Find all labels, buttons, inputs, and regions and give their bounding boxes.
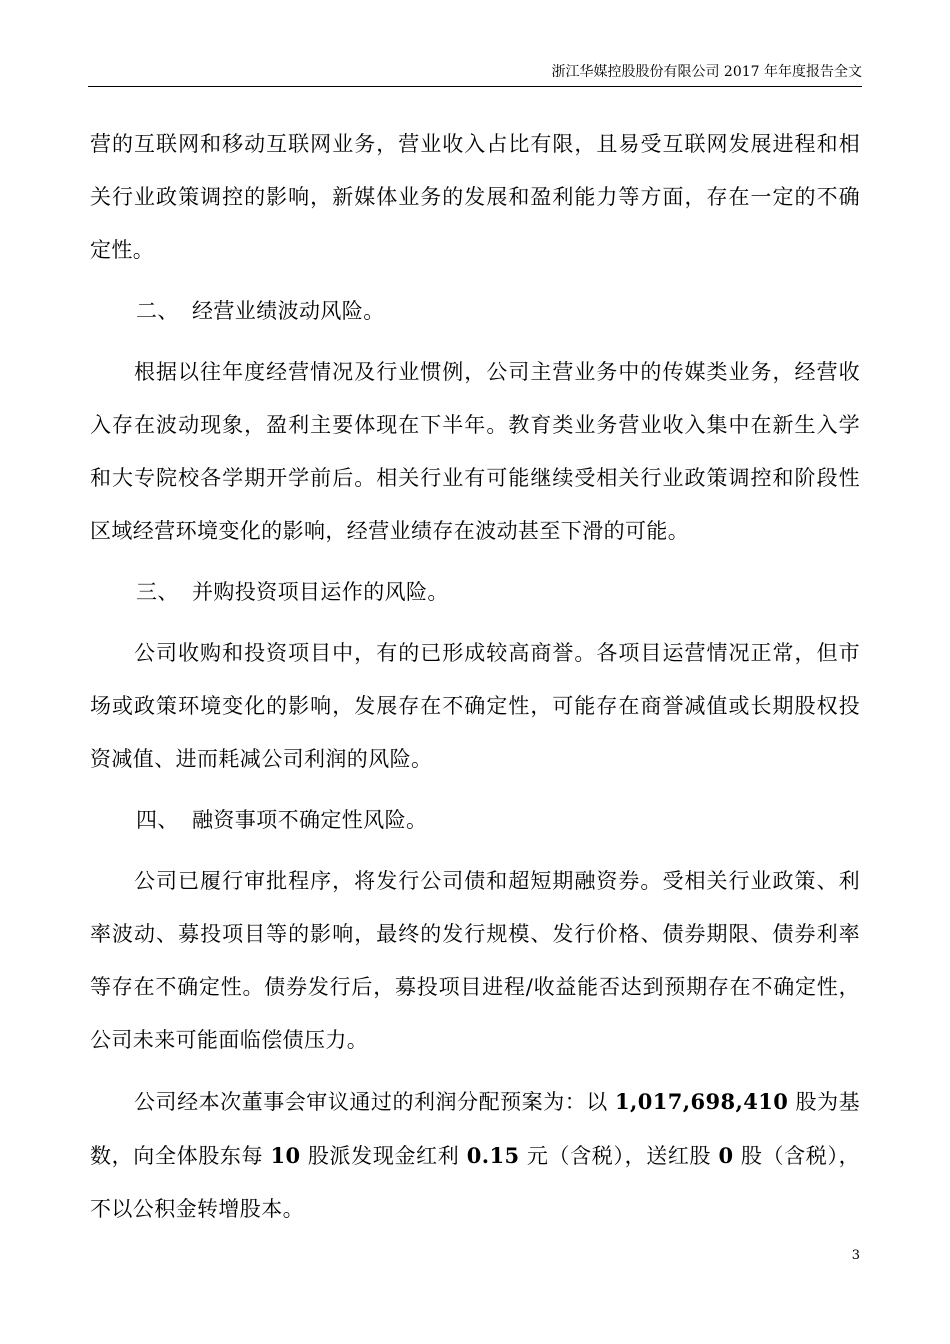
document-body bbox=[90, 118, 860, 1244]
cash-dividend: 0.15 bbox=[466, 1143, 520, 1168]
text-run: 元（含税），送红股 bbox=[519, 1144, 719, 1168]
section-heading-4 bbox=[90, 794, 860, 847]
section-title: 融资事项不确定性风险。 bbox=[192, 808, 428, 832]
section-number: 四、 bbox=[136, 808, 179, 832]
section-heading-3 bbox=[90, 566, 860, 619]
share-base: 1,017,698,410 bbox=[615, 1089, 789, 1114]
paragraph: 公司收购和投资项目中，有的已形成较高商誉。各项目运营情况正常，但市场或政策环境变化的影响，发展存在不确定性，可能存在商誉减值或长期股权投资减值、进而耗减公司利润的风险。 bbox=[90, 641, 860, 771]
per-shares: 10 bbox=[270, 1143, 301, 1168]
section-heading-2 bbox=[90, 285, 860, 338]
paragraph: 根据以往年度经营情况及行业惯例，公司主营业务中的传媒类业务，经营收入存在波动现象，盈利主要体现在下半年。教育类业务营业收入集中在新生入学和大专院校各学期开学前后。相关行业有可能继续受相关行业政策调控和阶段性区域经营环境变化的影响，经营业绩存在波动甚至下滑的可能。 bbox=[90, 360, 860, 543]
section-title: 并购投资项目运作的风险。 bbox=[192, 580, 449, 604]
paragraph-continuation: 营的互联网和移动互联网业务，营业收入占比有限，且易受互联网发展进程和相关行业政策调控的影响，新媒体业务的发展和盈利能力等方面，存在一定的不确定性。 bbox=[90, 132, 860, 262]
text-run: 股（含税），不以公积金转增股本。 bbox=[90, 1144, 861, 1221]
paragraph: 公司已履行审批程序，将发行公司债和超短期融资券。受相关行业政策、利率波动、募投项目等的影响，最终的发行规模、发行价格、债券期限、债券利率等存在不确定性。债券发行后，募投项目进程/收益能否达到预期存在不确定性，公司未来可能面临偿债压力。 bbox=[90, 869, 860, 1052]
section-number: 三、 bbox=[136, 580, 179, 604]
page-number: 3 bbox=[851, 1248, 860, 1263]
dividend-paragraph bbox=[90, 1075, 860, 1236]
bonus-shares: 0 bbox=[718, 1143, 734, 1168]
section-title: 经营业绩波动风险。 bbox=[192, 299, 385, 323]
text-run: 股为基数，向全体股东每 bbox=[90, 1090, 861, 1168]
text-run: 公司经本次董事会审议通过的利润分配预案为：以 bbox=[134, 1090, 616, 1114]
document-header: 浙江华媒控股股份有限公司 2017 年年度报告全文 bbox=[551, 64, 862, 80]
header-rule bbox=[88, 86, 862, 87]
section-number: 二、 bbox=[136, 299, 179, 323]
text-run: 股派发现金红利 bbox=[300, 1144, 467, 1168]
